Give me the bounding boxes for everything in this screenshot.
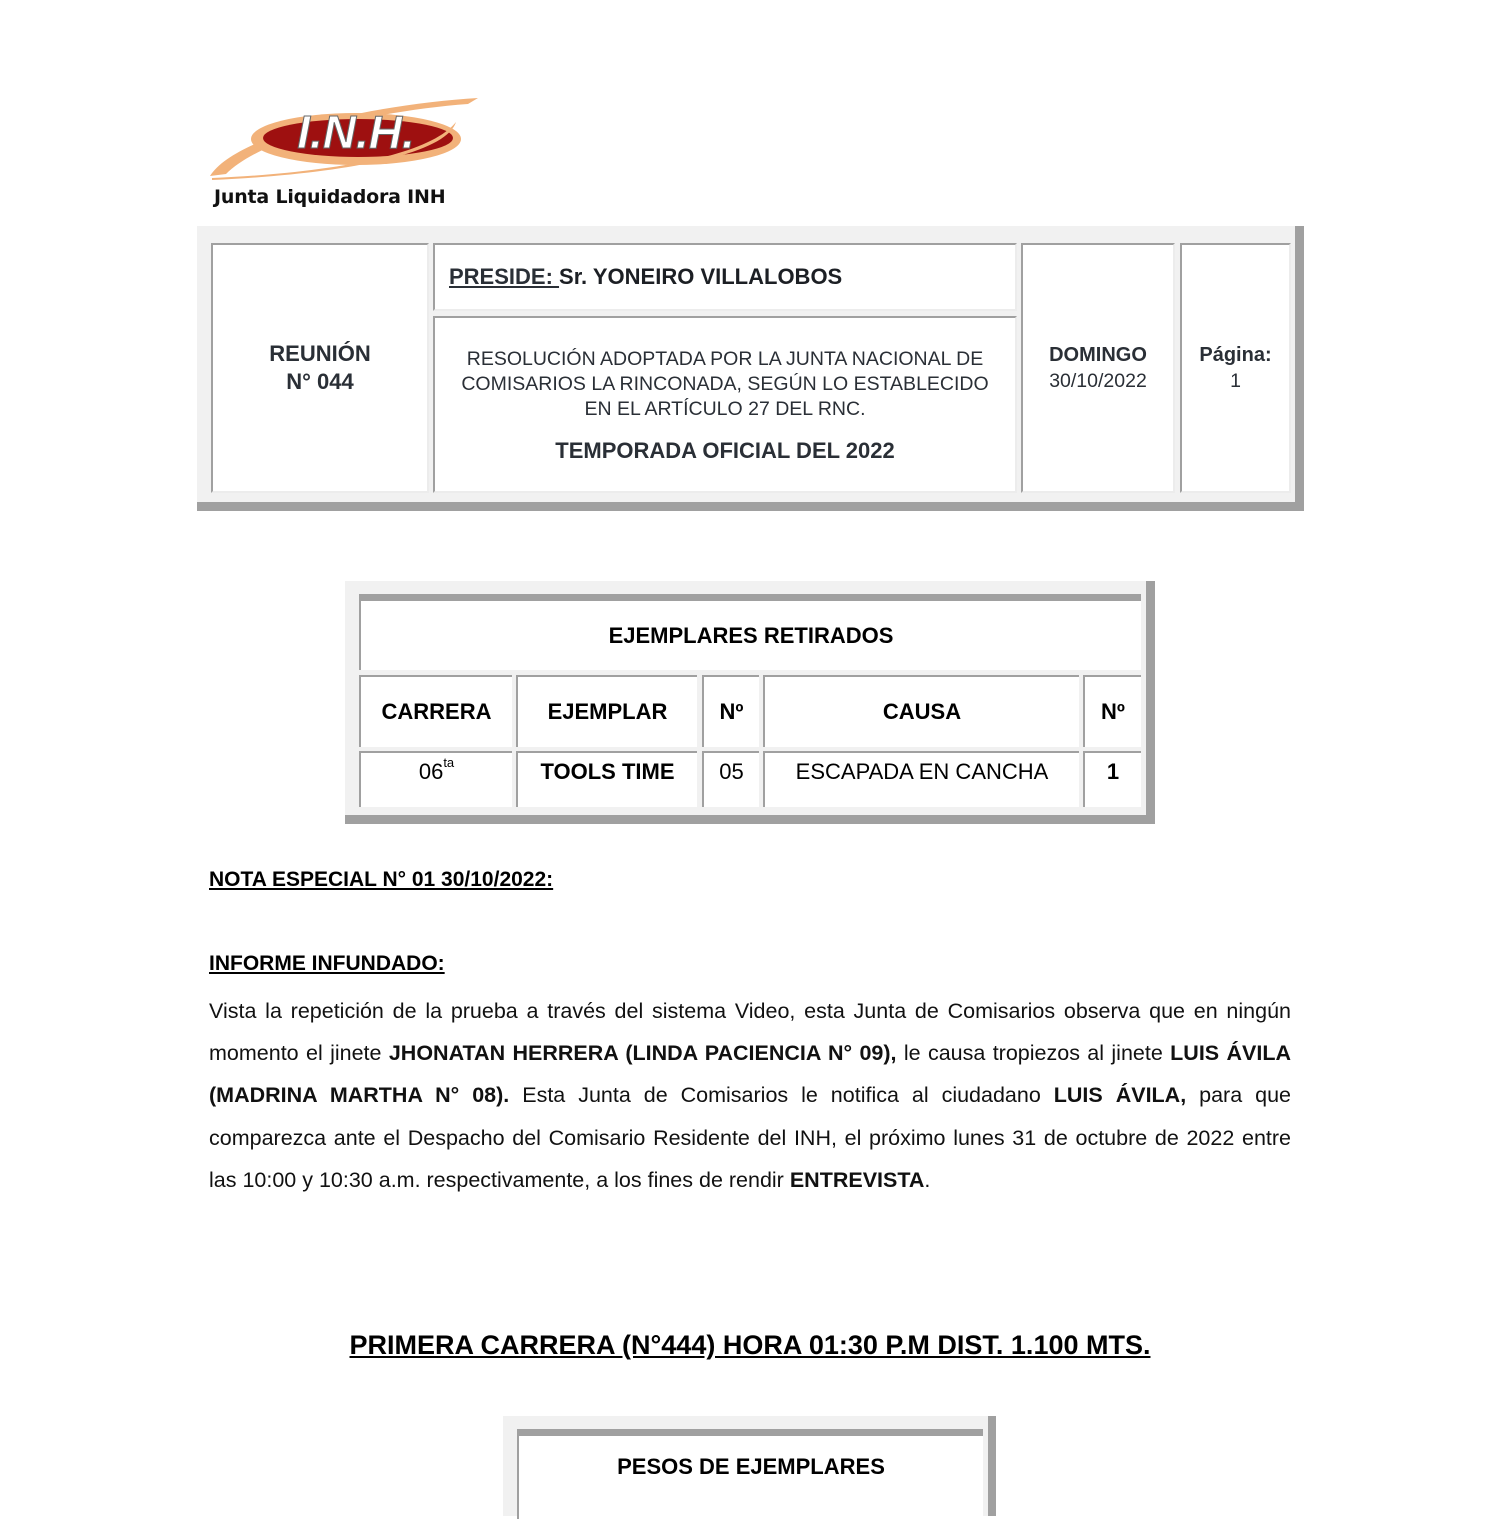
nota-paragraph: Vista la repetición de la prueba a través del sistema Video, esta Junta de Comisarios observa que en ningún momento el jinete JHONATAN HERRERA (LINDA PACIENCIA N° 09), le causa tropiezos al jinete LUIS ÁVILA (MADRINA MARTHA N° 08). Esta Junta de Comisarios le notifica al ciudadano LUIS ÁVILA, para que comparezca ante el Despacho del Comisario Residente del INH, el próximo lunes 31 de octubre de 2022 entre las 10:00 y 10:30 a.m. respectivamente, a los fines de rendir ENTREVISTA.: [209, 999, 1291, 1192]
cell-ejemplar: TOOLS TIME: [516, 751, 697, 807]
date-value: 30/10/2022: [1049, 370, 1147, 392]
col-header-numero2: Nº: [1083, 675, 1141, 747]
season-title: TEMPORADA OFICIAL DEL 2022: [555, 437, 895, 463]
svg-text:I.N.H.: I.N.H.: [297, 106, 415, 158]
retirados-title: EJEMPLARES RETIRADOS: [359, 594, 1141, 670]
col-header-numero: Nº: [702, 675, 759, 747]
retirados-table: [345, 581, 1155, 824]
col-header-causa: CAUSA: [763, 675, 1079, 747]
date-cell: [1021, 243, 1175, 493]
cell-numero: 05: [702, 751, 759, 807]
header-table: [197, 226, 1304, 511]
cell-causa: ESCAPADA EN CANCHA: [763, 751, 1079, 807]
page-number: 1: [1230, 370, 1241, 392]
preside-label: PRESIDE:: [449, 264, 560, 289]
resolution-cell: [433, 316, 1017, 493]
resolution-text: RESOLUCIÓN ADOPTADA POR LA JUNTA NACIONAL DE COMISARIOS LA RINCONADA, SEGÚN LO ESTABLECIDO EN EL ARTÍCULO 27 DEL RNC.: [461, 347, 989, 420]
race-title: PRIMERA CARRERA (N°444) HORA 01:30 P.M DIST. 1.100 MTS.: [349, 1330, 1151, 1360]
inh-logo: [206, 94, 481, 184]
preside-name: Sr. YONEIRO VILLALOBOS: [559, 264, 843, 289]
page-cell: [1180, 243, 1291, 493]
reunion-cell: [211, 243, 429, 493]
pesos-title: PESOS DE EJEMPLARES: [517, 1429, 983, 1519]
nota-title: NOTA ESPECIAL N° 01 30/10/2022:: [209, 868, 554, 891]
col-header-ejemplar: EJEMPLAR: [516, 675, 697, 747]
reunion-number: N° 044: [286, 369, 354, 394]
cell-numero2: 1: [1083, 751, 1141, 807]
page-label: Página:: [1199, 344, 1272, 366]
day-label: DOMINGO: [1049, 344, 1147, 366]
col-header-carrera: CARRERA: [359, 675, 512, 747]
nota-subtitle: INFORME INFUNDADO:: [209, 952, 445, 975]
preside-cell: [433, 243, 1017, 311]
logo-caption: Junta Liquidadora INH: [214, 186, 446, 208]
cell-carrera: 06 $^{ta}$: [359, 751, 512, 807]
pesos-table: [503, 1416, 996, 1516]
reunion-label: REUNIÓN: [269, 341, 371, 366]
inh-logo-icon: [206, 94, 481, 184]
